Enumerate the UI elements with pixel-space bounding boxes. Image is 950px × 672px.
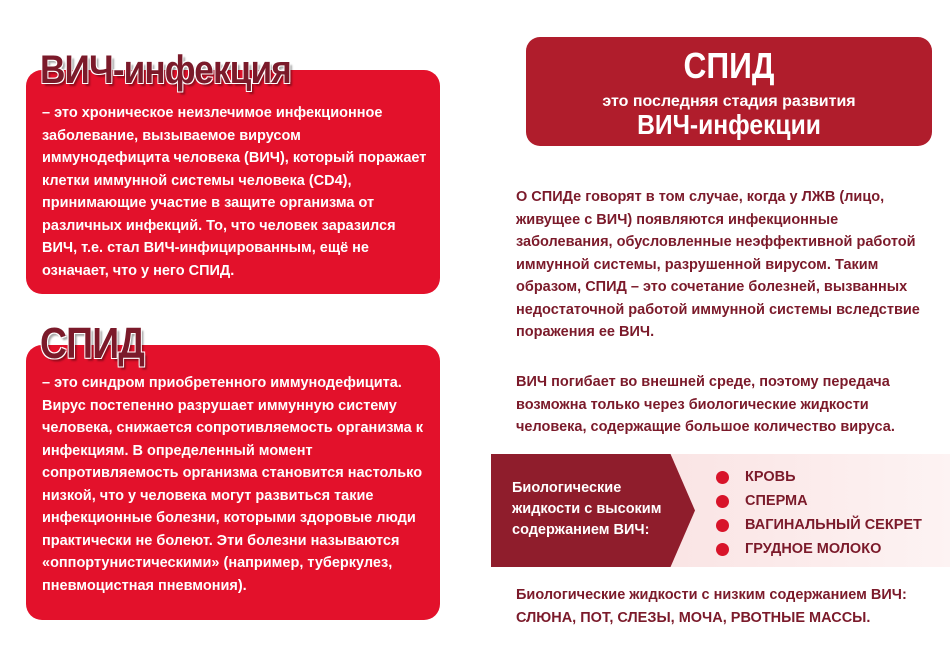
aids-info-card [26, 345, 440, 620]
bullet-dot-icon [716, 519, 729, 532]
banner-subtitle: это последняя стадия развития [602, 93, 856, 110]
low-risk-fluids-heading: Биологические жидкости с низким содержанием ВИЧ: [516, 587, 907, 603]
banner-main-text: ВИЧ-инфекции [637, 109, 821, 140]
aids-card-text: – это синдром приобретенного иммунодефицита. Вирус постепенно разрушает иммунную систему человека, снижается сопротивляемость организма к инфекциям. В определенный момент сопротивляемость организма становится настолько низкой, что у человека могут развиться такие инфекционные болезни, которыми здоровые люди практически не болеют. Эти болезни называются «оппортунистическими» (например, туберкулез, пневмоцистная пневмония). [42, 375, 423, 594]
aids-stage-banner [526, 37, 932, 146]
aids-heading: СПИД [40, 319, 145, 368]
high-risk-fluids-list [716, 465, 922, 561]
high-risk-fluids-label: Биологические жидкости с высоким содержанием ВИЧ: [512, 480, 662, 538]
low-risk-fluids-list: СЛЮНА, ПОТ, СЛЕЗЫ, МОЧА, РВОТНЫЕ МАССЫ. [516, 609, 871, 626]
hiv-info-card [26, 70, 440, 294]
hiv-card-text: – это хроническое неизлечимое инфекционное заболевание, вызываемое вирусом иммунодефицита человека (ВИЧ), который поражает клетки иммунной системы человека (CD4), принимающие участие в защите организма от различных инфекций. То, что человек заразился ВИЧ, т.е. стал ВИЧ-инфицированным, ещё не означает, что у него СПИД. [42, 105, 427, 279]
list-item [716, 489, 922, 513]
low-risk-fluids-text [516, 584, 936, 629]
bullet-dot-icon [716, 495, 729, 508]
list-item [716, 513, 922, 537]
fluid-item-label: ГРУДНОЕ МОЛОКО [745, 541, 882, 557]
bullet-dot-icon [716, 543, 729, 556]
list-item [716, 465, 922, 489]
aids-explanation-paragraph: О СПИДе говорят в том случае, когда у ЛЖВ (лицо, живущее с ВИЧ) появляются инфекционные заболевания, обусловленные неэффективной работой иммунной системы, разрушенной вирусом. Таким образом, СПИД – это сочетание болезней, вызванных недостаточной работой иммунной системы вследствие поражения ее ВИЧ. [516, 189, 920, 340]
fluid-item-label: СПЕРМА [745, 493, 808, 509]
fluid-item-label: ВАГИНАЛЬНЫЙ СЕКРЕТ [745, 517, 922, 533]
bullet-dot-icon [716, 471, 729, 484]
banner-title: СПИД [683, 45, 775, 86]
fluid-item-label: КРОВЬ [745, 469, 796, 485]
list-item [716, 537, 922, 561]
transmission-paragraph: ВИЧ погибает во внешней среде, поэтому передача возможна только через биологические жидкости человека, содержащие большое количество вируса. [516, 374, 895, 435]
hiv-heading: ВИЧ-инфекция [40, 48, 291, 92]
